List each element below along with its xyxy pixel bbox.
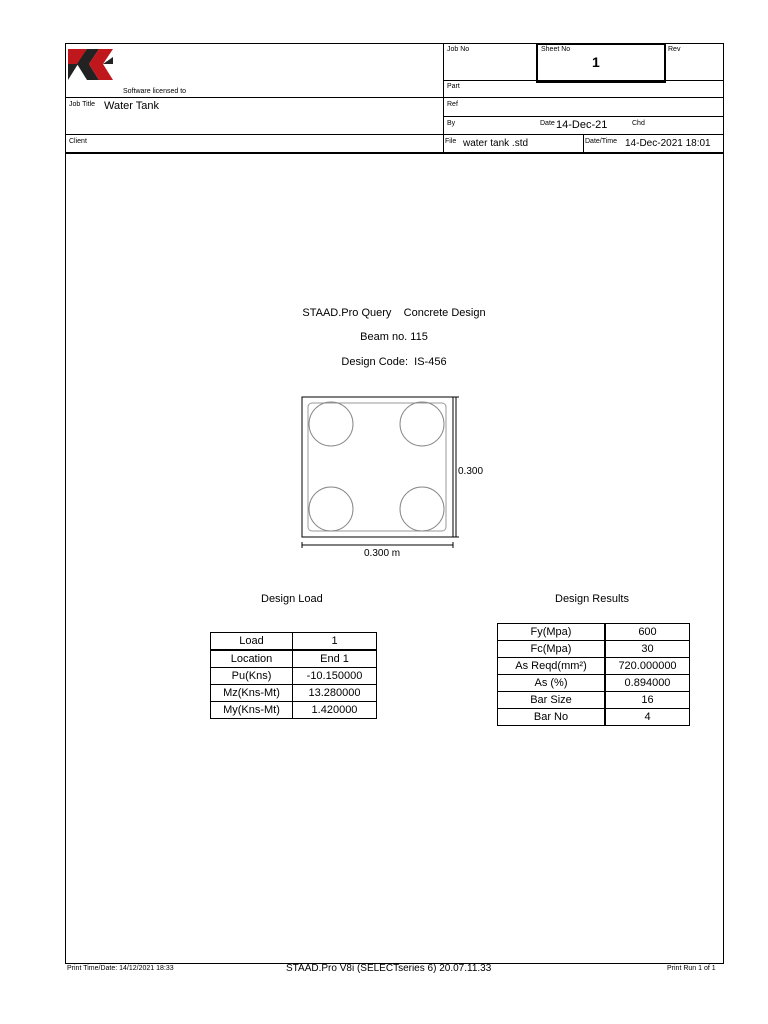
header-bottom-line <box>65 152 723 154</box>
design-load-title: Design Load <box>261 593 323 605</box>
table-row <box>498 709 690 726</box>
job-title-label: Job Title <box>69 101 96 108</box>
table-cell: My(Kns-Mt) <box>211 702 293 719</box>
file-value: water tank .std <box>463 138 529 149</box>
table-cell: 720.000000 <box>605 658 690 675</box>
table-cell: Mz(Kns-Mt) <box>211 685 293 702</box>
table-row <box>211 633 377 651</box>
table-row <box>498 692 690 709</box>
table-row <box>498 624 690 641</box>
table-cell: Location <box>211 650 293 668</box>
beam-cross-section <box>298 394 460 554</box>
table-cell: As Reqd(mm²) <box>498 658 606 675</box>
table-cell: 1 <box>293 633 377 651</box>
table-row <box>211 702 377 719</box>
part-label: Part <box>447 83 460 90</box>
design-results-table <box>497 623 690 726</box>
table-cell: 30 <box>605 641 690 658</box>
table-cell: As (%) <box>498 675 606 692</box>
width-dimension-label: 0.300 m <box>364 548 401 559</box>
table-cell: -10.150000 <box>293 668 377 685</box>
depth-dimension-label: 0.300 <box>458 466 484 477</box>
design-results-title: Design Results <box>555 593 629 605</box>
rev-label: Rev <box>668 46 681 53</box>
table-cell: 1.420000 <box>293 702 377 719</box>
job-no-label: Job No <box>447 46 470 53</box>
design-load-table <box>210 632 377 719</box>
date-value: 14-Dec-21 <box>556 119 608 131</box>
client-label: Client <box>69 138 87 145</box>
table-row <box>498 658 690 675</box>
table-cell: Pu(Kns) <box>211 668 293 685</box>
section-outline <box>302 397 453 537</box>
beam-no: Beam no. 115 <box>360 331 428 343</box>
datetime-value: 14-Dec-2021 18:01 <box>625 138 711 149</box>
by-label: By <box>447 120 456 127</box>
table-cell: Fy(Mpa) <box>498 624 606 641</box>
query-title: STAAD.Pro Query Concrete Design <box>302 307 486 319</box>
table-row <box>498 641 690 658</box>
table-cell: Load <box>211 633 293 651</box>
table-cell: 13.280000 <box>293 685 377 702</box>
row-line-client <box>65 134 723 135</box>
table-cell: 600 <box>605 624 690 641</box>
print-run: Print Run 1 of 1 <box>667 965 716 972</box>
sheet-no-label: Sheet No <box>541 46 571 53</box>
table-row <box>211 650 377 668</box>
row-line-jobtitle <box>65 97 723 98</box>
table-row <box>498 675 690 692</box>
table-cell: Bar Size <box>498 692 606 709</box>
datetime-label: Date/Time <box>585 138 618 145</box>
company-logo <box>67 47 117 81</box>
job-title-value: Water Tank <box>104 100 160 112</box>
table-cell: Bar No <box>498 709 606 726</box>
datetime-divider <box>583 134 584 153</box>
table-cell: End 1 <box>293 650 377 668</box>
software-version: STAAD.Pro V8i (SELECTseries 6) 20.07.11.33 <box>286 963 492 974</box>
software-licensed-label: Software licensed to <box>123 88 187 95</box>
table-row <box>211 685 377 702</box>
chd-label: Chd <box>632 120 645 127</box>
file-label: File <box>445 138 457 145</box>
row-line-by <box>443 116 723 117</box>
ref-label: Ref <box>447 101 458 108</box>
table-row <box>211 668 377 685</box>
header-divider <box>443 43 444 153</box>
table-cell: 0.894000 <box>605 675 690 692</box>
table-cell: 16 <box>605 692 690 709</box>
date-label: Date <box>540 120 555 127</box>
design-code: Design Code: IS-456 <box>341 356 447 368</box>
sheet-no-value: 1 <box>592 54 600 70</box>
table-cell: Fc(Mpa) <box>498 641 606 658</box>
table-cell: 4 <box>605 709 690 726</box>
print-time: Print Time/Date: 14/12/2021 18:33 <box>67 965 174 972</box>
